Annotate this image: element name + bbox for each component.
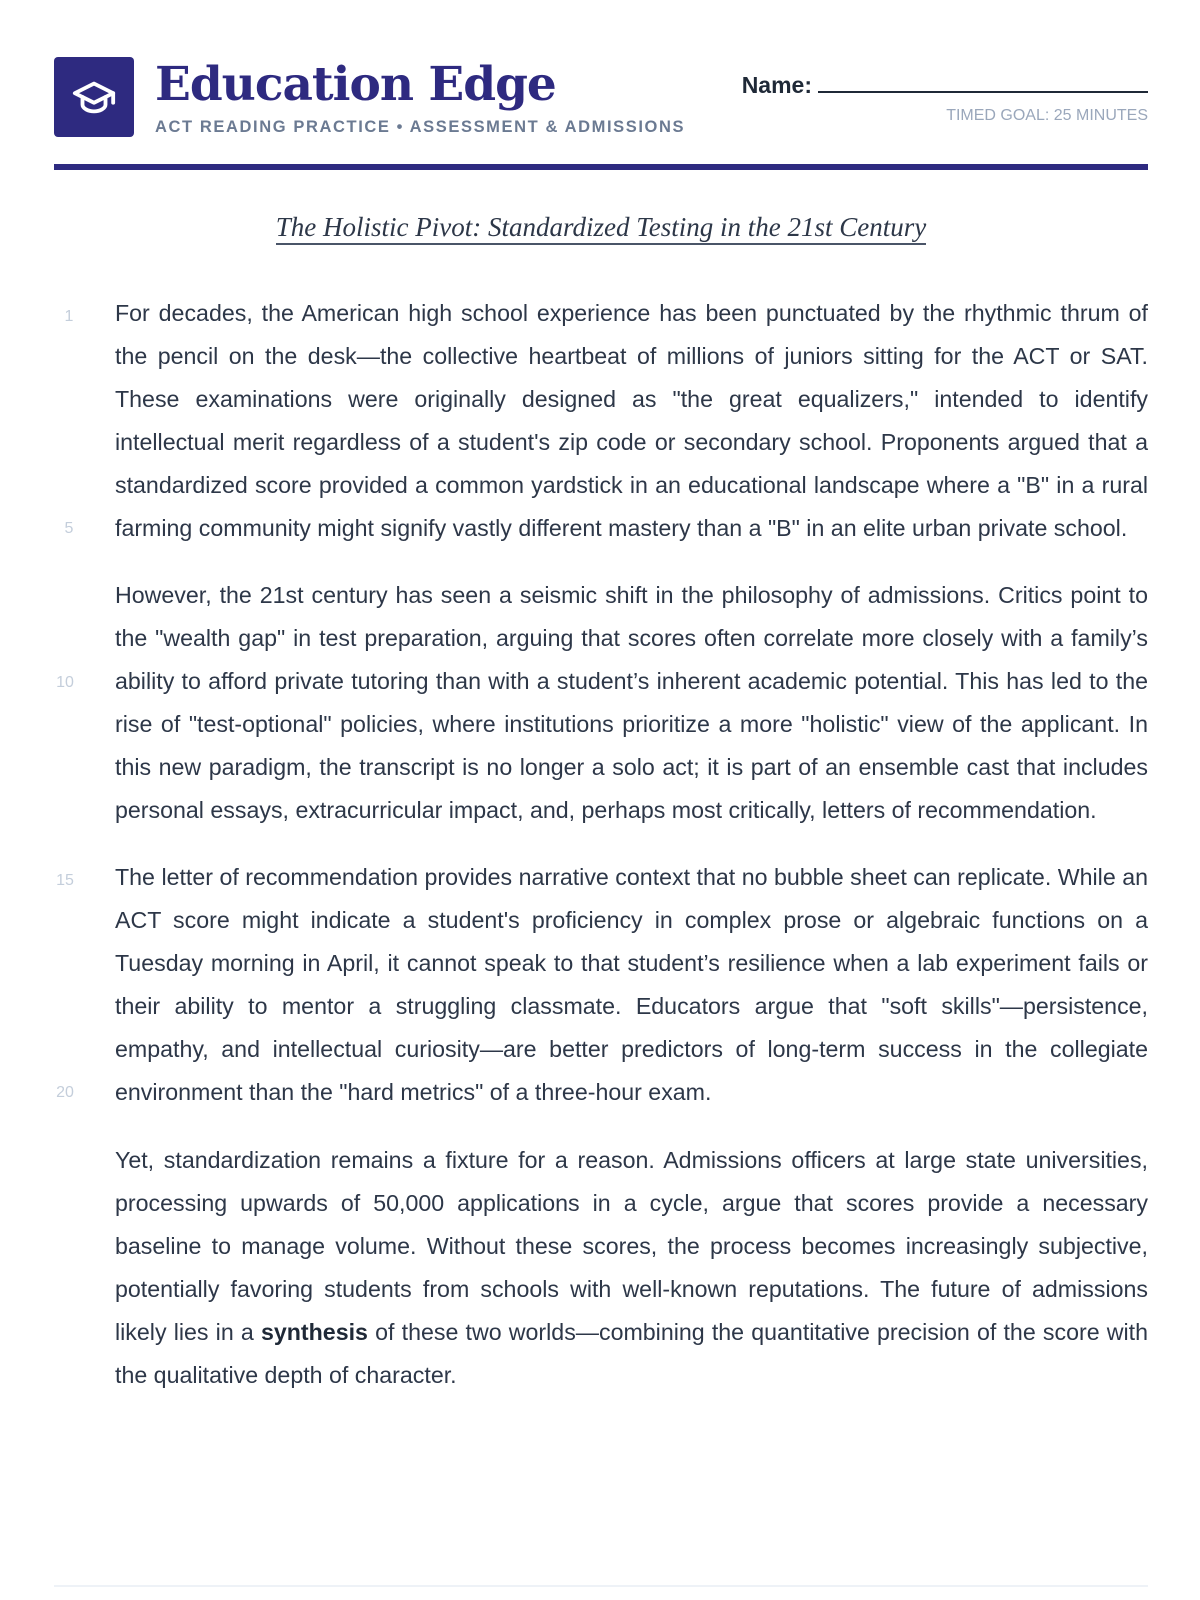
- line-number-10: 10: [56, 674, 74, 691]
- footer-divider: [54, 1585, 1148, 1587]
- logo: [54, 57, 134, 137]
- name-field[interactable]: [742, 69, 1148, 99]
- worksheet-header: [54, 57, 1148, 167]
- brand-title: Education Edge: [155, 57, 556, 112]
- paragraph-text-before: Yet, standardization remains a fixture for a reason. Admissions officers at large state universities, processing upwards of 50,000 applications in a cycle, argue that scores provide a necessary baseline to manage volume. Without these scores, the process becomes increasingly subjective, potentially favoring students from schools with well-known reputations. The future of admissions likely lies in a: [115, 1147, 1148, 1345]
- paragraph-text: However, the 21st century has seen a seismic shift in the philosophy of admissions. Critics point to the "wealth gap" in test preparation, arguing that scores often correlate more closely with a family’s ability to afford private tutoring than with a student’s inherent academic potential. This has led to the rise of "test-optional" policies, where institutions prioritize a more "holistic" view of the applicant. In this new paradigm, the transcript is no longer a solo act; it is part of an ensemble cast that includes personal essays, extracurricular impact, and, perhaps most critically, letters of recommendation.: [115, 582, 1148, 823]
- header-divider: [54, 164, 1148, 170]
- paragraph-2: [56, 574, 1148, 832]
- paragraph-3: [56, 856, 1148, 1114]
- paragraph-4: [115, 1139, 1148, 1397]
- timed-goal: TIMED GOAL: 25 MINUTES: [946, 107, 1148, 124]
- line-number-1: 1: [64, 308, 74, 325]
- paragraph-text-after: of these two worlds—combining the quantitative precision of the score with the qualitative depth of character.: [115, 1319, 1148, 1388]
- line-number-20: 20: [56, 1084, 74, 1101]
- paragraph-text: For decades, the American high school experience has been punctuated by the rhythmic thrum of the pencil on the desk—the collective heartbeat of millions of juniors sitting for the ACT or SAT. These examinations were originally designed as "the great equalizers," intended to identify intellectual merit regardless of a student's zip code or secondary school. Proponents argued that a standardized score provided a common yardstick in an educational landscape where a "B" in a rural farming community might signify vastly different mastery than a "B" in an elite urban private school.: [115, 300, 1148, 541]
- reading-passage: [54, 292, 1148, 1422]
- paragraph-text: The letter of recommendation provides narrative context that no bubble sheet can replicate. While an ACT score might indicate a student's proficiency in complex prose or algebraic functions on a Tuesday morning in April, it cannot speak to that student’s resilience when a lab experiment fails or their ability to mentor a struggling classmate. Educators argue that "soft skills"—persistence, empathy, and intellectual curiosity—are better predictors of long-term success in the collegiate environment than the "hard metrics" of a three-hour exam.: [115, 864, 1148, 1105]
- worksheet-page: [54, 0, 1148, 1600]
- name-label: Name:: [741, 72, 812, 98]
- name-blank-line[interactable]: [818, 69, 1148, 93]
- passage-title: [54, 212, 1148, 243]
- paragraph-1: [64, 292, 1148, 550]
- brand-subtitle: ACT READING PRACTICE • ASSESSMENT & ADMISSIONS: [155, 118, 686, 136]
- line-number-15: 15: [56, 872, 74, 889]
- graduation-cap-icon: [71, 74, 117, 120]
- bold-keyword: synthesis: [260, 1319, 368, 1345]
- passage-title-text: The Holistic Pivot: Standardized Testing in the 21st Century: [276, 212, 926, 245]
- line-number-5: 5: [64, 520, 74, 537]
